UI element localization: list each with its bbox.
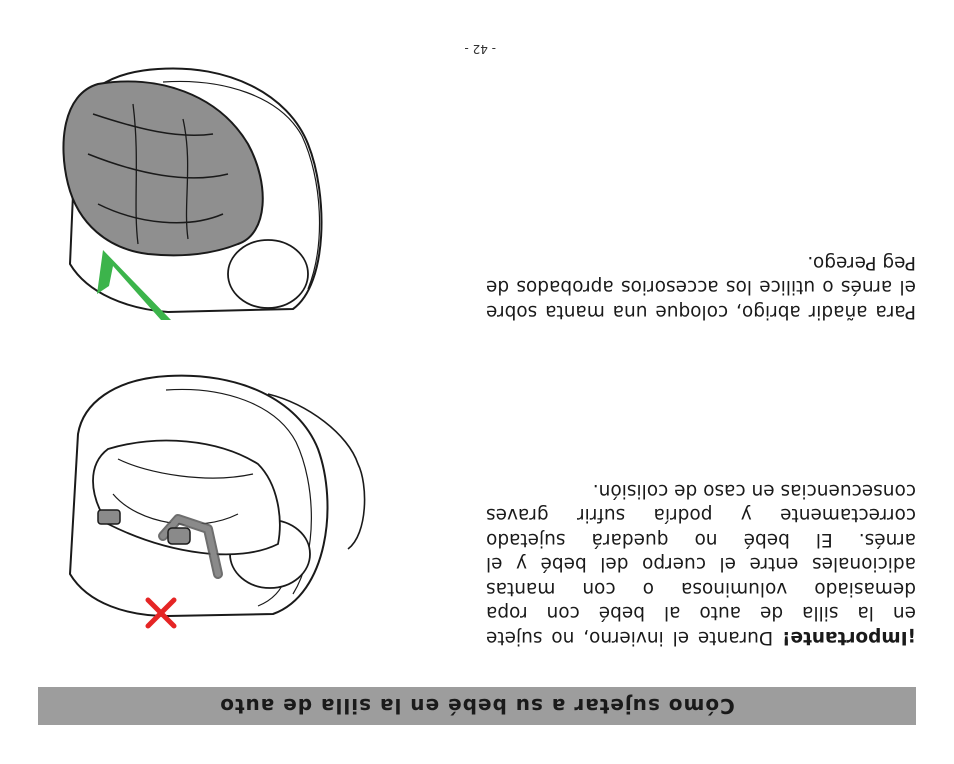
warning-paragraph <box>486 478 916 650</box>
section-title: Cómo sujetar a su bebé en la silla de auto <box>219 694 735 718</box>
green-check-icon <box>94 244 176 326</box>
warning-label: ¡Importante! <box>782 627 916 648</box>
tip-paragraph: Para añadir abrigo, coloque una manta sobre el arnés o utilice los accesorios aprobados de Peg Perego. <box>486 252 916 322</box>
page-number: - 42 - <box>464 42 496 56</box>
incorrect-illustration <box>58 364 388 634</box>
red-x-icon <box>144 596 178 630</box>
warning-text: Durante el invierno, no sujete en la silla de auto al bebé con ropa demasiado voluminosa o con mantas adicionales entre el cuerpo del bebé y el arnés. El bebé no quedará sujetado correctamente y podría sufrir graves consecuencias en caso de colisión. <box>486 480 916 648</box>
section-header-bar <box>38 687 916 725</box>
